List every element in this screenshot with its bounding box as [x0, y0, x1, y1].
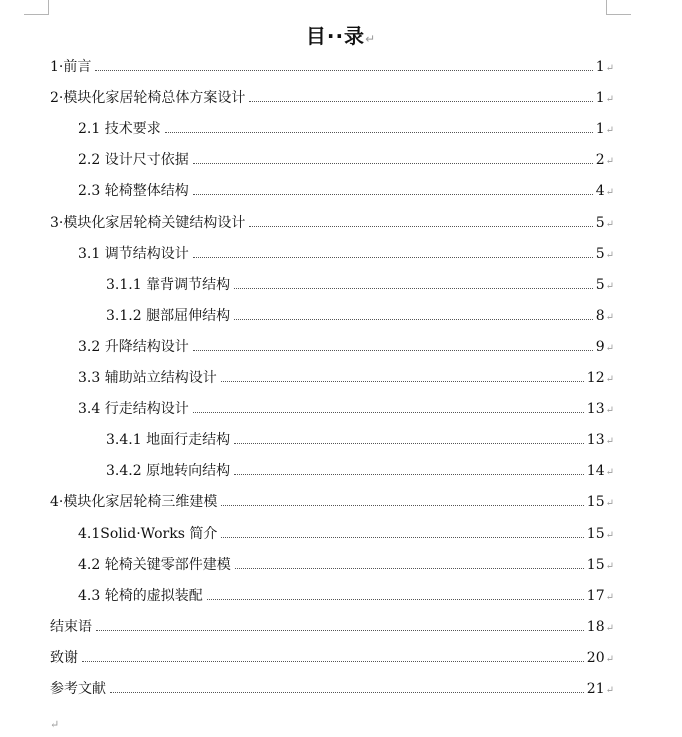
toc-entry-label: 3.3 辅助站立结构设计 [78, 370, 217, 386]
toc-dot-leader [221, 505, 583, 506]
toc-entry-label: 4.2 轮椅关键零部件建模 [78, 557, 231, 573]
toc-entry-label: 致谢 [50, 650, 78, 666]
toc-entry[interactable] [50, 491, 614, 511]
paragraph-mark: ↵ [605, 592, 614, 603]
paragraph-mark: ↵ [605, 405, 614, 416]
toc-page-number: 5 [595, 246, 605, 262]
toc-entry-label: 3.4 行走结构设计 [78, 401, 189, 417]
toc-entry-label: 4.3 轮椅的虚拟装配 [78, 588, 203, 604]
toc-dot-leader [234, 319, 593, 320]
paragraph-mark: ↵ [605, 250, 614, 261]
toc-page-number: 1 [595, 59, 605, 75]
toc-dot-leader [221, 381, 584, 382]
toc-entry-label: 3.1.2 腿部屈伸结构 [106, 308, 231, 324]
toc-page-number: 5 [595, 215, 605, 231]
toc-dot-leader [165, 132, 593, 133]
toc-dot-leader [193, 194, 593, 195]
toc-entry[interactable] [78, 367, 614, 387]
toc-entry[interactable] [106, 429, 614, 449]
toc-dot-leader [193, 412, 584, 413]
end-paragraph-mark: ↵ [50, 718, 60, 731]
title-paragraph-mark: ↵ [365, 32, 377, 46]
toc-entry[interactable] [50, 647, 614, 667]
toc-entry-label: 3.1 调节结构设计 [78, 246, 189, 262]
toc-entry-label: 3.4.2 原地转向结构 [106, 463, 231, 479]
paragraph-mark: ↵ [605, 530, 614, 541]
toc-dot-leader [193, 350, 593, 351]
toc-dot-leader [110, 692, 584, 693]
toc-entry[interactable] [78, 180, 614, 200]
paragraph-mark: ↵ [605, 498, 614, 509]
paragraph-mark: ↵ [605, 63, 614, 74]
toc-page-number: 15 [586, 494, 605, 510]
toc-entry-label: 2.3 轮椅整体结构 [78, 183, 189, 199]
toc-entry[interactable] [78, 118, 614, 138]
toc-entry-label: 1·前言 [50, 59, 92, 75]
paragraph-mark: ↵ [605, 623, 614, 634]
toc-entry-label: 3·模块化家居轮椅关键结构设计 [50, 215, 246, 231]
toc-entry[interactable] [50, 678, 614, 698]
crop-mark-left [24, 0, 49, 15]
toc-dot-leader [82, 661, 584, 662]
paragraph-mark: ↵ [605, 467, 614, 478]
toc-entry-label: 4·模块化家居轮椅三维建模 [50, 494, 218, 510]
toc-entry[interactable] [78, 243, 614, 263]
paragraph-mark: ↵ [605, 187, 614, 198]
toc-dot-leader [234, 443, 584, 444]
toc-entry[interactable] [106, 305, 614, 325]
toc-entry-label: 2.1 技术要求 [78, 121, 161, 137]
toc-dot-leader [234, 288, 593, 289]
toc-dot-leader [234, 474, 584, 475]
paragraph-mark: ↵ [605, 436, 614, 447]
paragraph-mark: ↵ [605, 125, 614, 136]
paragraph-mark: ↵ [605, 654, 614, 665]
toc-entry[interactable] [78, 554, 614, 574]
toc-page-number: 18 [586, 619, 605, 635]
toc-entry-label: 3.2 升降结构设计 [78, 339, 189, 355]
toc-dot-leader [96, 630, 584, 631]
toc-entry[interactable] [50, 87, 614, 107]
paragraph-mark: ↵ [605, 94, 614, 105]
toc-dot-leader [221, 537, 583, 538]
toc-page-number: 15 [586, 526, 605, 542]
toc-page-number: 2 [595, 152, 605, 168]
toc-entry-label: 结束语 [50, 619, 92, 635]
paragraph-mark: ↵ [605, 374, 614, 385]
paragraph-mark: ↵ [605, 312, 614, 323]
toc-entry-label: 3.4.1 地面行走结构 [106, 432, 231, 448]
toc-entry[interactable] [50, 616, 614, 636]
toc-page-number: 8 [595, 308, 605, 324]
toc-page-number: 9 [595, 339, 605, 355]
toc-title-text: 目··录 [305, 24, 366, 48]
toc-entry[interactable] [78, 336, 614, 356]
toc-entry[interactable] [78, 149, 614, 169]
toc-page-number: 12 [586, 370, 605, 386]
toc-dot-leader [193, 257, 593, 258]
toc-page-number: 21 [586, 681, 605, 697]
paragraph-mark: ↵ [605, 561, 614, 572]
toc-entry-label: 参考文献 [50, 681, 106, 697]
toc-title [0, 20, 682, 49]
toc-page-number: 1 [595, 121, 605, 137]
toc-dot-leader [193, 163, 593, 164]
toc-entry-label: 2.2 设计尺寸依据 [78, 152, 189, 168]
paragraph-mark: ↵ [605, 156, 614, 167]
toc-entry[interactable] [106, 460, 614, 480]
toc-entry[interactable] [50, 56, 614, 76]
toc-page-number: 14 [586, 463, 605, 479]
toc-dot-leader [249, 101, 592, 102]
toc-page-number: 5 [595, 277, 605, 293]
toc-dot-leader [95, 70, 592, 71]
toc-page-number: 15 [586, 557, 605, 573]
toc-entry[interactable] [50, 212, 614, 232]
toc-page-number: 4 [595, 183, 605, 199]
toc-page-number: 17 [586, 588, 605, 604]
toc-dot-leader [207, 599, 584, 600]
paragraph-mark: ↵ [605, 343, 614, 354]
toc-page-number: 13 [586, 432, 605, 448]
toc-entry[interactable] [106, 274, 614, 294]
paragraph-mark: ↵ [605, 281, 614, 292]
toc-entry-label: 2·模块化家居轮椅总体方案设计 [50, 90, 246, 106]
crop-mark-right [606, 0, 631, 15]
toc-page-number: 20 [586, 650, 605, 666]
toc-page-number: 1 [595, 90, 605, 106]
toc-entry-label: 4.1Solid·Works 简介 [78, 526, 218, 542]
toc-dot-leader [249, 226, 592, 227]
paragraph-mark: ↵ [605, 219, 614, 230]
toc-entry[interactable] [78, 585, 614, 605]
toc-entry[interactable] [78, 523, 614, 543]
toc-entry[interactable] [78, 398, 614, 418]
toc-dot-leader [235, 568, 584, 569]
toc-page-number: 13 [586, 401, 605, 417]
toc-entry-label: 3.1.1 靠背调节结构 [106, 277, 231, 293]
paragraph-mark: ↵ [605, 685, 614, 696]
